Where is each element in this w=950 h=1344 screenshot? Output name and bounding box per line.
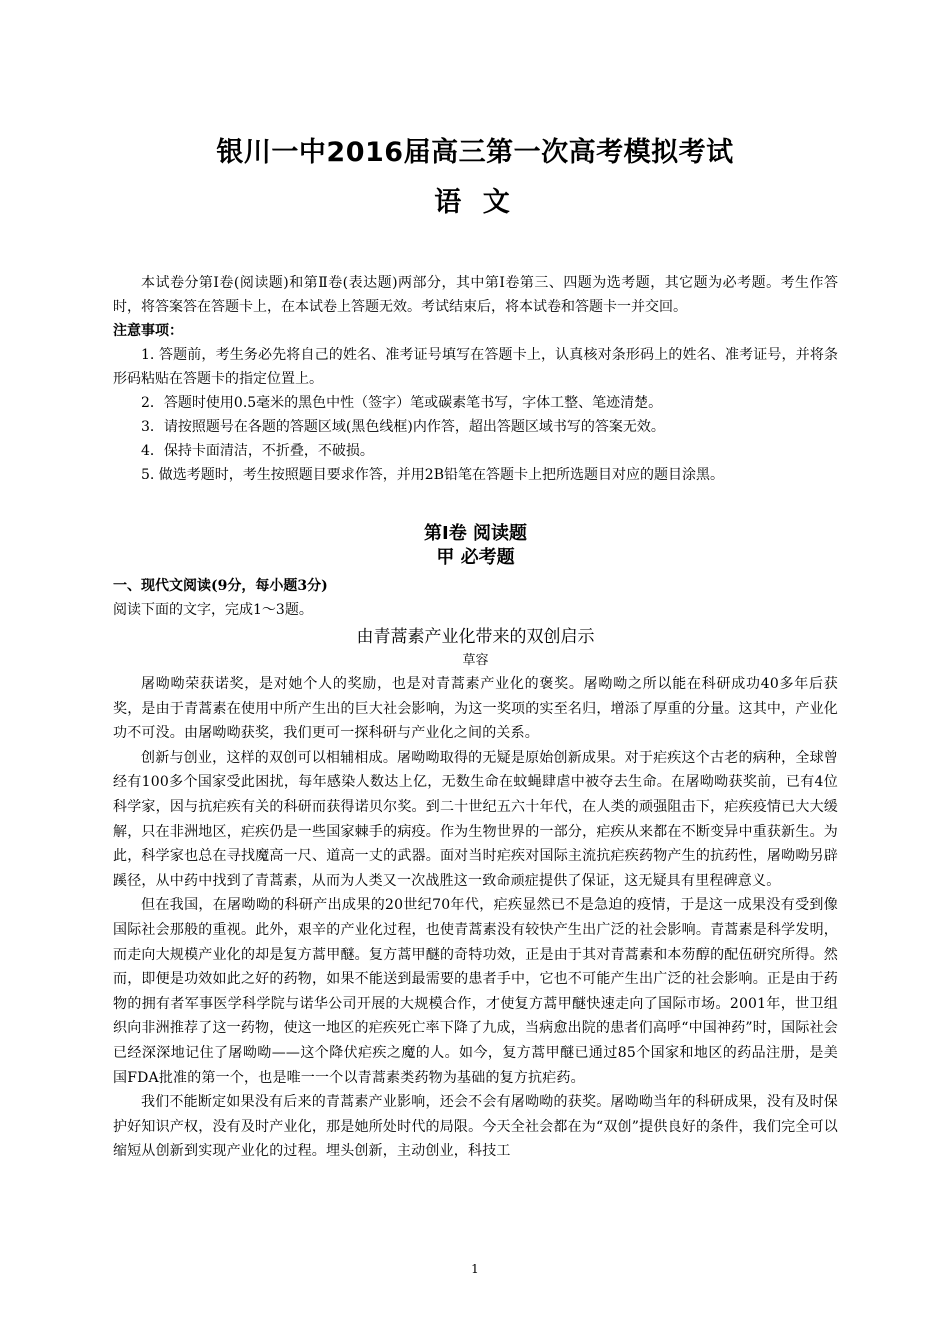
exam-title: 银川一中2016届高三第一次高考模拟考试 — [216, 137, 734, 168]
notice-item-2: 2．答题时使用0.5毫米的黑色中性（签字）笔或碳素笔书写，字体工整、笔迹清楚。 — [141, 395, 663, 411]
question-heading: 一、现代文阅读(9分，每小题3分) — [113, 578, 328, 594]
article-paragraph-2: 创新与创业，这样的双创可以相辅相成。屠呦呦取得的无疑是原始创新成果。对于疟疾这个古老的病种，全球曾经有100多个国家受此困扰，每年感染人数达上亿，无数生命在蚊蝇肆虐中被夺去生命。在屠呦呦获奖前，已有4位科学家，因与抗疟疾有关的科研而获得诺贝尔奖。到二十世纪五六十年代，在人类的顽强阻击下，疟疾疫情已大大缓解，只在非洲地区，疟疾仍是一些国家棘手的病疫。作为生物世界的一部分，疟疾从来都在不断变异中重获新生。为此，科学家也总在寻找魔高一尺、道高一丈的武器。面对当时疟疾对国际主流抗疟疾药物产生的抗药性，屠呦呦另辟蹊径，从中药中找到了青蒿素，从而为人类又一次战胜这一致命顽症提供了保证，这无疑具有里程碑意义。 — [113, 749, 838, 889]
part-title: 甲 必考题 — [436, 547, 515, 568]
notice-item-1: 1. 答题前，考生务必先将自己的姓名、准考证号填写在答题卡上，认真核对条形码上的姓名、准考证号，并将条形码粘贴在答题卡的指定位置上。 — [113, 347, 838, 387]
reading-instruction: 阅读下面的文字，完成1～3题。 — [113, 602, 313, 618]
intro-block — [113, 271, 838, 487]
subject-title: 语 文 — [434, 187, 516, 218]
notice-item-5: 5. 做选考题时，考生按照题目要求作答，并用2B铅笔在答题卡上把所选题目对应的题目涂黑。 — [141, 467, 725, 483]
intro-paragraph: 本试卷分第Ⅰ卷(阅读题)和第Ⅱ卷(表达题)两部分，其中第Ⅰ卷第三、四题为选考题，其它题为必考题。考生作答时，将答案答在答题卡上，在本试卷上答题无效。考试结束后，将本试卷和答题卡一并交回。 — [113, 275, 838, 315]
article-paragraph-4: 我们不能断定如果没有后来的青蒿素产业影响，还会不会有屠呦呦的获奖。屠呦呦当年的科研成果，没有及时保护好知识产权，没有及时产业化，那是她所处时代的局限。今天全社会都在为“双创”提供良好的条件，我们完全可以缩短从创新到实现产业化的过程。埋头创新，主动创业，科技工 — [113, 1094, 838, 1160]
notice-item-3: 3．请按照题号在各题的答题区域(黑色线框)内作答，超出答题区域书写的答案无效。 — [141, 419, 665, 435]
volume-title: 第Ⅰ卷 阅读题 — [424, 523, 527, 544]
article-author: 草容 — [462, 653, 489, 668]
article-block — [113, 624, 838, 1164]
notice-item-4: 4．保持卡面清洁，不折叠，不破损。 — [141, 443, 374, 459]
notice-heading: 注意事项： — [113, 323, 183, 339]
section-block — [113, 522, 838, 622]
page-number: 1 — [471, 1262, 479, 1276]
article-paragraph-3: 但在我国，在屠呦呦的科研产出成果的20世纪70年代，疟疾显然已不是急迫的疫情，于是这一成果没有受到像国际社会那般的重视。此外，艰辛的产业化过程，也使青蒿素没有较快产生出广泛的社会影响。青蒿素是科学发明，而走向大规模产业化的却是复方蒿甲醚。复方蒿甲醚的奇特功效，正是由于其对青蒿素和本芴醇的配伍研究所得。然而，即便是功效如此之好的药物，如果不能送到最需要的患者手中，它也不可能产生出广泛的社会影响。正是由于药物的拥有者军事医学科学院与诺华公司开展的大规模合作，才使复方蒿甲醚快速走向了国际市场。2001年，世卫组织向非洲推荐了这一药物，使这一地区的疟疾死亡率下降了九成，当病愈出院的患者们高呼“中国神药”时，国际社会已经深深地记住了屠呦呦——这个降伏疟疾之魔的人。如今，复方蒿甲醚已通过85个国家和地区的药品注册，是美国FDA批准的第一个，也是唯一一个以青蒿素类药物为基础的复方抗疟药。 — [113, 897, 838, 1086]
article-paragraph-1: 屠呦呦荣获诺奖，是对她个人的奖励，也是对青蒿素产业化的褒奖。屠呦呦之所以能在科研成功40多年后获奖，是由于青蒿素在使用中所产生出的巨大社会影响，为这一奖项的实至名归，增添了厚重的分量。这其中，产业化功不可没。由屠呦呦获奖，我们更可一探科研与产业化之间的关系。 — [113, 676, 838, 742]
article-title: 由青蒿素产业化带来的双创启示 — [356, 627, 595, 647]
